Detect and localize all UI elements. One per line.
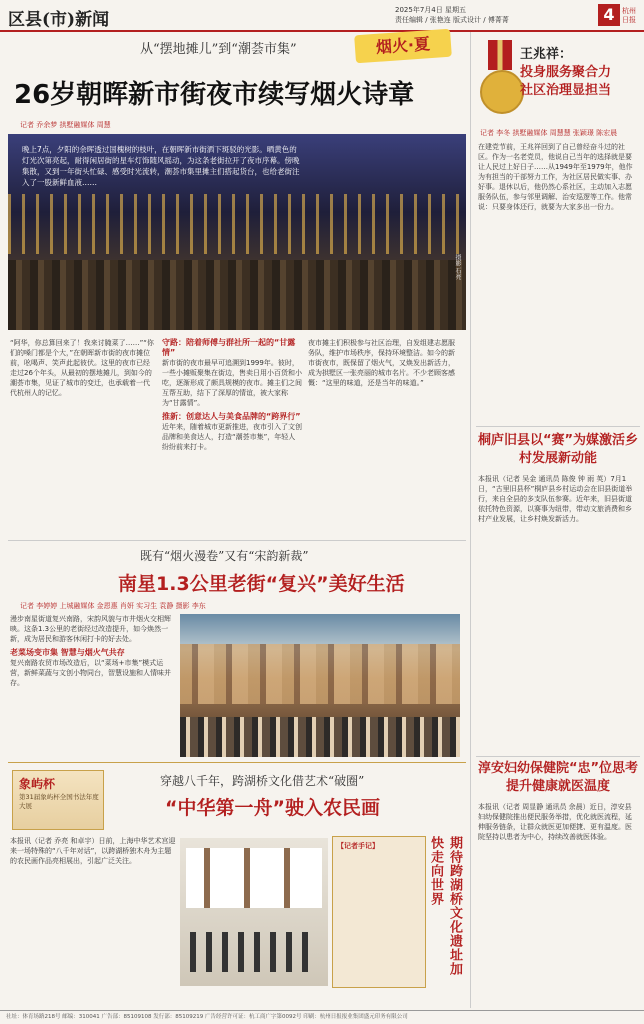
lantern-lights [8, 194, 466, 254]
medal-icon [480, 40, 520, 120]
vertical-headline: 期待跨湖桥文化遗址加快走向世界 [428, 836, 462, 976]
sidebar-headline-line3: 社区治理显担当 [520, 83, 612, 98]
story2-body-col1: 漫步南星街道复兴南路，宋韵风貌与市井烟火交相辉映。这条1.3公里的老街经过改造提升，如今焕然一新，成为居民和游客休闲打卡的好去处。 老菜场变市集 智慧与烟火气共存 复兴南路农贸市场改造后，以“菜场+市集”模式运营，新鲜菜蔬与文创小物同台，智慧设施和人情味并存。 [10, 614, 174, 756]
story2-byline: 记者 李婷婷 上城融媒体 金恩惠 肖妍 实习生 袁静 摄影 李东 [20, 602, 206, 610]
masthead [0, 0, 644, 32]
sidebar-headline [520, 46, 638, 100]
divider [476, 426, 640, 427]
right-story-2-headline: 桐庐旧县以“赛”为媒激活乡村发展新动能 [477, 433, 639, 466]
divider [476, 756, 640, 757]
main-sub1: 守路：陪着师傅与群社所一起的“甘露情” [162, 338, 296, 357]
page-number: 4 [598, 4, 620, 26]
main-headline: 26岁朝晖新市街夜市续写烟火诗章 [14, 80, 415, 110]
reporter-note-box [332, 836, 426, 988]
editor-line: 责任编辑 / 张艳连 版式设计 / 傅菁菁 [395, 16, 509, 24]
medal-disc [480, 70, 524, 114]
masthead-info [395, 5, 509, 25]
pedestrians [180, 717, 460, 757]
sidebar-headline-name: 王兆祥： [520, 47, 573, 62]
main-kicker: 从“摆地摊儿”到“潮荟市集” [140, 42, 297, 57]
story2-sub1: 老菜场变市集 智慧与烟火气共存 [10, 648, 125, 657]
paper-name: 杭州日报 [622, 7, 636, 24]
sidebar-byline: 记者 李冬 拱墅融媒体 周慧慧 张颖璟 陈宏晨 [480, 129, 618, 137]
divider [8, 540, 466, 541]
main-byline: 记者 乔余梦 拱墅融媒体 周慧 [20, 121, 111, 129]
sidebar-body: 在建党节前，王兆祥回到了自己曾经奋斗过的社区。作为一名老党员，他说自己当年的选择就是要让人民过上好日子……从1949年至1979年，他作为有担当的干部努力工作，为社区居民做实事、办好事。退休以后，他仍然心系社区，主动加入志愿服务队伍，参与邻里调解、治安巡逻等工作。他常说：只要身体还行，就要为大家多出一份力。 [478, 143, 633, 211]
date-line: 2025年7月4日 星期五 [395, 6, 466, 14]
footer: 社址：体育场路218号 邮编：310041 广告部：85109108 发行部：85109219 广告经营许可证：杭工商广字第0092号 印刷：杭州日报报业集团盛元印务有限公司 [0, 1010, 644, 1024]
sidebar-headline-line2: 投身服务聚合力 [520, 65, 612, 80]
main-body-col2: 守路：陪着师傅与群社所一起的“甘露情” 新市街的夜市最早可追溯到1999年。彼时，一些小摊贩聚集在街边，售卖日用小百货和小吃，逐渐形成了颇具规模的夜市。摊主们之间互帮互助，结下了深厚的情谊，被大家称为“甘露情”。 推新：创意达人与美食品牌的“跨界行” 近年来，随着城市更新推进，夜市引入了文创品牌和美食达人，打造“潮荟市集”，年轻人纷纷前来打卡。 [162, 338, 302, 451]
season-tag: 烟火·夏 [354, 29, 452, 64]
right-story-3-body: 本报讯（记者 周显静 通讯员 余晨）近日，淳安县妇幼保健院推出便民服务举措，优化就医流程，延伸服务链条，让群众就医更加便捷、更有温度。医院坚持以患者为中心，持续改善就医体验。 [478, 803, 632, 841]
story2-headline: 南星1.3公里老街“复兴”美好生活 [118, 573, 405, 595]
ad-subtitle: 第31届象屿杯全国书法年度大展 [19, 793, 99, 810]
photo-credit: 摄影 石亮 [454, 254, 461, 280]
main-body-col3: 夜市摊主们积极参与社区治理，自发组建志愿服务队，维护市场秩序，保持环境整洁。如今的新市街夜市，既保留了烟火气，又焕发出新活力，成为拱墅区一张亮丽的城市名片。不少老顾客感慨：“这里的味道，还是当年的味道。” [308, 339, 455, 387]
right-story-2-body: 本报讯（记者 吴金 通讯员 陈俊 钟 雨 英）7月1日，“古里旧县杯”桐庐县乡村运动会在旧县街道举行，来自全县的多支队伍参赛。近年来，旧县街道依托特色资源，以赛事为纽带，带动文旅消费和乡村产业发展，让乡村焕发新活力。 [478, 475, 633, 523]
right-story-3-headline: 淳安妇幼保健院“忠”位思考提升健康就医温度 [477, 761, 639, 794]
story3-body: 本报讯（记者 乔亮 和卓宇）日前，上海中华艺术宫迎来一场特殊的“八千年对话”，以跨湖桥独木舟为主题的农民画作品亮相展出，引起广泛关注。 [10, 837, 176, 865]
night-market-photo [8, 134, 466, 330]
exhibition-photo [180, 838, 328, 986]
ad-title: 象屿杯 [19, 777, 56, 791]
shopfronts [180, 644, 460, 704]
main-sub2: 推新：创意达人与美食品牌的“跨界行” [162, 412, 301, 421]
story2-body: 漫步南星街道复兴南路，宋韵风貌与市井烟火交相辉映。这条1.3公里的老街经过改造提升，如今焕然一新，成为居民和游客休闲打卡的好去处。 [10, 615, 171, 643]
crowd [8, 260, 466, 330]
main-lede: 晚上7点，夕阳的余晖透过国槐树的枝叶，在朝晖新市街洒下斑驳的光影。晒黄色的灯光次第亮起，耐得闲居街的星车灯饰随风摇动，为这条老街拉开了夜市序幕。傍晚集散，又到一年街头忙碌、感受时光流转，潮荟市集里摊主们搭起货台，也给老街注入了一股新鲜血液…… [22, 145, 300, 187]
reporter-note-tag: 【记者手记】 [337, 842, 379, 850]
column-divider [470, 32, 471, 1008]
paintings-wall [186, 848, 322, 908]
medal-ribbon [488, 40, 512, 70]
section-title: 区县(市)新闻 [8, 10, 110, 30]
calligraphy-ad [12, 770, 104, 830]
story3-headline: “中华第一舟”驶入农民画 [165, 797, 380, 819]
story2-kicker: 既有“烟火漫卷”又有“宋韵新裁” [140, 549, 309, 563]
story3-kicker: 穿越八千年，跨湖桥文化借艺术“破圈” [160, 774, 365, 788]
main-body-col1: “阿华，你总算回来了！我来讨腌菜了……”“你们的嗓门都是个大，”在朝晖新市街的夜市摊位前，吆喝声、笑声此起彼伏。这里的夜市已经走过26个年头，从最初的摆地摊儿，到如今的潮荟市集，见证了城市的变迁，也承载着一代代杭州人的记忆。 [10, 339, 154, 397]
old-street-photo [180, 614, 460, 757]
visitors [190, 932, 318, 972]
